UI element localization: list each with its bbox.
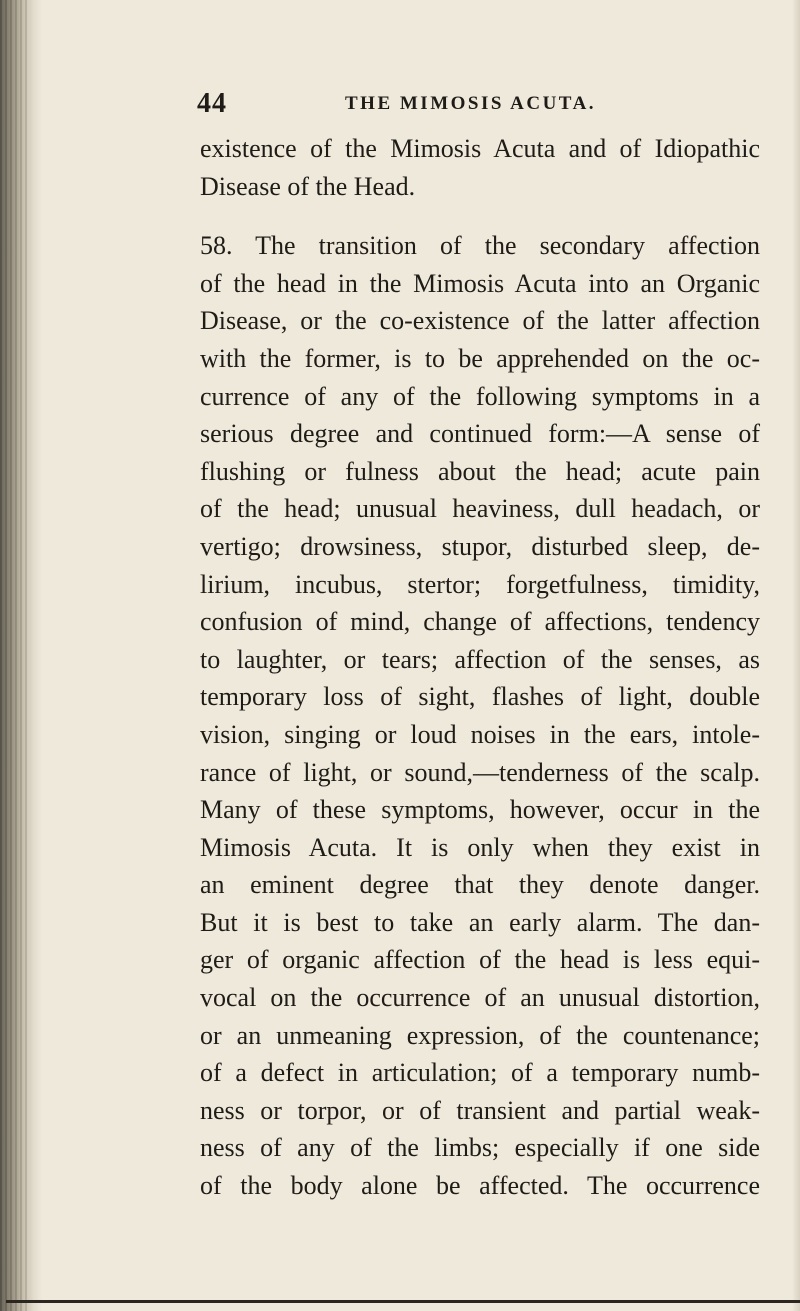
book-spine-shadow (0, 0, 42, 1311)
text-line: with the former, is to be apprehended on the oc- (200, 343, 760, 373)
text-line: or an unmeaning expression, of the countenance; (200, 1020, 760, 1050)
text-line: vocal on the occurrence of an unusual distortion, (200, 983, 760, 1013)
text-line: ness or torpor, or of transient and partial weak- (200, 1095, 760, 1125)
page-bottom-rule (6, 1300, 800, 1303)
text-line: But it is best to take an early alarm. The dan- (200, 907, 760, 937)
text-line: temporary loss of sight, flashes of light, double (200, 682, 760, 712)
text-line: ness of any of the limbs; especially if one side (200, 1133, 760, 1163)
text-line: an eminent degree that they denote danger. (200, 870, 760, 900)
text-line: lirium, incubus, stertor; forgetfulness, timidity, (200, 569, 760, 599)
text-line: Disease of the Head. (200, 171, 416, 201)
text-line: of a defect in articulation; of a temporary numb- (200, 1058, 760, 1088)
text-line: vision, singing or loud noises in the ears, intole- (200, 719, 760, 749)
text-line: flushing or fulness about the head; acute pain (200, 456, 760, 486)
text-line: Many of these symptoms, however, occur in the (200, 795, 760, 825)
text-line: ger of organic affection of the head is less equi- (200, 945, 760, 975)
text-line: rance of light, or sound,—tenderness of the scalp. (200, 757, 760, 787)
text-line: of the head in the Mimosis Acuta into an Organic (200, 268, 760, 298)
text-line: 58. The transition of the secondary affection (200, 231, 760, 261)
binding-texture (0, 0, 30, 1311)
text-line: vertigo; drowsiness, stupor, disturbed sleep, de- (200, 531, 760, 561)
text-line: Disease, or the co-existence of the latter affection (200, 306, 760, 336)
text-line: existence of the Mimosis Acuta and of Idiopathic (200, 134, 760, 163)
text-line: of the head; unusual heaviness, dull headach, or (200, 494, 760, 524)
paragraph-spacer (200, 205, 760, 227)
running-title: THE MIMOSIS ACUTA. (345, 93, 597, 114)
text-line: Mimosis Acuta. It is only when they exist in (200, 832, 760, 862)
page-header (197, 82, 757, 122)
page-number: 44 (197, 88, 227, 119)
text-line: currence of any of the following symptoms in a (200, 381, 760, 411)
paragraph-58 (200, 227, 760, 1204)
body-text (200, 130, 760, 1205)
text-line: of the body alone be affected. The occurrence (200, 1171, 760, 1201)
text-line: to laughter, or tears; affection of the senses, as (200, 644, 760, 674)
page-right-edge (792, 0, 800, 1311)
text-line: serious degree and continued form:—A sense of (200, 419, 760, 449)
paragraph-intro (200, 130, 760, 205)
text-line: confusion of mind, change of affections, tendency (200, 607, 760, 637)
